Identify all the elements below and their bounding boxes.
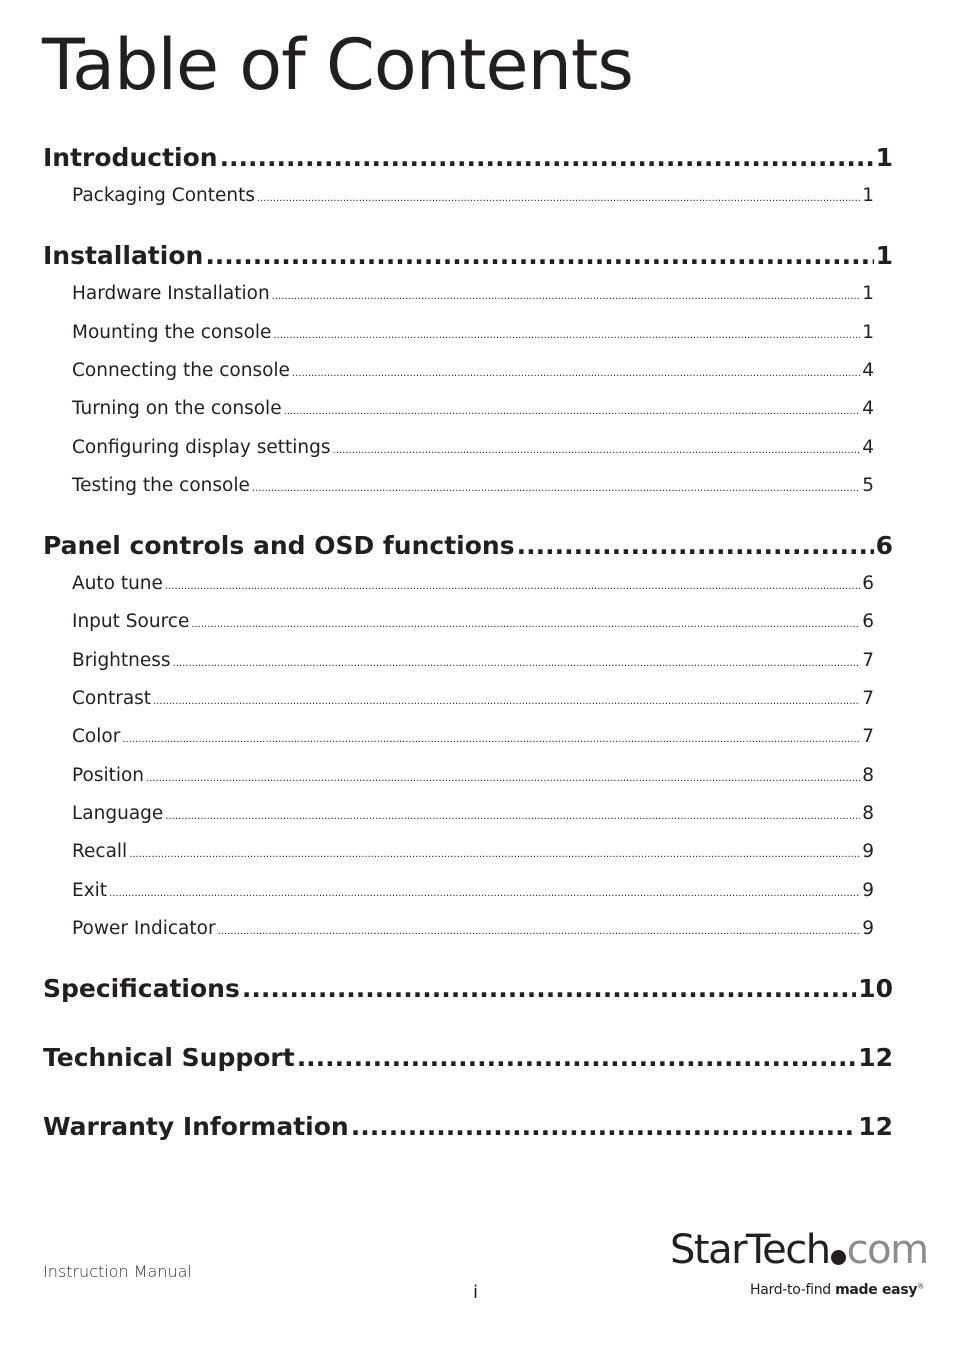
toc-page-number: 10 xyxy=(858,974,893,1004)
toc-label: Warranty Information xyxy=(43,1112,349,1142)
toc-page-number: 9 xyxy=(862,879,874,901)
toc-label: Brightness xyxy=(72,649,171,671)
toc-label: Color xyxy=(72,726,121,748)
toc-leader-dots xyxy=(165,581,860,592)
footer-document-type: Instruction Manual xyxy=(43,1262,192,1281)
toc-leader-dots xyxy=(252,483,860,494)
toc-page-number: 8 xyxy=(862,802,874,824)
toc-heading[interactable] xyxy=(43,143,893,172)
toc-subentry[interactable] xyxy=(43,611,874,632)
toc-page-number: 1 xyxy=(862,185,874,206)
toc-label: Mounting the console xyxy=(72,321,272,343)
toc-heading[interactable] xyxy=(43,531,893,560)
toc-leader-dots xyxy=(333,445,861,456)
toc-leader-dots xyxy=(165,811,860,822)
toc-leader-dots xyxy=(297,1043,857,1072)
toc-label: Hardware Installation xyxy=(72,283,270,305)
logo-dot-icon xyxy=(831,1250,846,1265)
toc-subentry[interactable] xyxy=(43,573,874,594)
footer-page-number: i xyxy=(473,1282,479,1303)
toc-page-number: 6 xyxy=(862,573,874,595)
toc-subentry[interactable] xyxy=(43,880,874,901)
toc-label: Input Source xyxy=(72,611,190,633)
toc-leader-dots xyxy=(205,241,873,270)
logo-wordmark xyxy=(670,1227,928,1273)
toc-leader-dots xyxy=(122,734,860,745)
toc-subentry[interactable] xyxy=(43,765,874,786)
toc-leader-dots xyxy=(153,696,860,707)
toc-label: Technical Support xyxy=(43,1043,295,1073)
toc-label: Language xyxy=(72,802,164,824)
toc-page-number: 4 xyxy=(862,359,874,381)
toc-page-number: 1 xyxy=(875,241,893,271)
toc-label: Recall xyxy=(72,841,128,863)
logo-tagline xyxy=(750,1282,924,1298)
toc-page-number: 5 xyxy=(862,474,874,496)
toc-leader-dots xyxy=(173,658,861,669)
toc-page-number: 4 xyxy=(862,398,874,420)
toc-label: Power Indicator xyxy=(72,917,216,939)
toc-label: Panel controls and OSD functions xyxy=(43,531,515,561)
toc-label: Installation xyxy=(43,241,204,271)
logo-brand: StarTech xyxy=(670,1227,830,1273)
toc-heading[interactable] xyxy=(43,1112,893,1141)
toc-subentry[interactable] xyxy=(43,360,874,381)
toc-page-number: 7 xyxy=(862,726,874,748)
toc-page-number: 9 xyxy=(862,917,874,939)
toc-page-number: 1 xyxy=(875,143,893,172)
toc-leader-dots xyxy=(218,926,861,937)
toc-label: Turning on the console xyxy=(72,398,282,420)
toc-leader-dots xyxy=(517,531,874,560)
toc-leader-dots xyxy=(257,193,860,204)
toc-label: Specifications xyxy=(43,974,240,1004)
toc-label: Exit xyxy=(72,879,108,901)
toc-page-number: 12 xyxy=(858,1043,893,1073)
toc-page-number: 6 xyxy=(875,531,893,561)
toc-page-number: 6 xyxy=(862,611,874,633)
toc-label: Position xyxy=(72,764,145,786)
toc-leader-dots xyxy=(191,619,860,630)
toc-page-number: 9 xyxy=(862,841,874,863)
logo-tagline-light: Hard-to-find xyxy=(750,1282,836,1298)
startech-logo xyxy=(670,1227,928,1302)
toc-page-number: 8 xyxy=(862,764,874,786)
toc-page-number: 1 xyxy=(862,283,874,305)
toc-subentry[interactable] xyxy=(43,398,874,419)
toc-label: Introduction xyxy=(43,143,218,172)
toc-leader-dots xyxy=(129,849,860,860)
toc-label: Testing the console xyxy=(72,474,250,496)
toc-leader-dots xyxy=(109,888,860,899)
toc-leader-dots xyxy=(273,330,860,341)
toc-leader-dots xyxy=(220,143,874,172)
toc-subentry[interactable] xyxy=(43,726,874,747)
toc-label: Configuring display settings xyxy=(72,436,331,458)
toc-heading[interactable] xyxy=(43,974,893,1003)
page-title: Table of Contents xyxy=(42,24,633,106)
toc-page-number: 7 xyxy=(862,649,874,671)
toc-leader-dots xyxy=(242,974,856,1003)
toc-leader-dots xyxy=(292,368,860,379)
toc-leader-dots xyxy=(351,1112,856,1141)
toc-heading[interactable] xyxy=(43,1043,893,1072)
toc-subentry[interactable] xyxy=(43,918,874,939)
toc-subentry[interactable] xyxy=(43,185,874,206)
toc-leader-dots xyxy=(284,406,861,417)
logo-suffix: com xyxy=(846,1227,928,1273)
logo-tagline-bold: made easy xyxy=(835,1282,918,1298)
toc-subentry[interactable] xyxy=(43,841,874,862)
toc-subentry[interactable] xyxy=(43,803,874,824)
toc-page-number: 1 xyxy=(862,321,874,343)
toc-page-number: 4 xyxy=(862,436,874,458)
toc-subentry[interactable] xyxy=(43,437,874,458)
toc-label: Packaging Contents xyxy=(72,185,256,206)
toc-subentry[interactable] xyxy=(43,688,874,709)
toc-leader-dots xyxy=(146,773,860,784)
toc-page-number: 7 xyxy=(862,688,874,709)
toc-subentry[interactable] xyxy=(43,283,874,304)
toc-subentry[interactable] xyxy=(43,650,874,671)
logo-trademark: ® xyxy=(917,1282,924,1291)
toc-label: Auto tune xyxy=(72,573,163,595)
toc-heading[interactable] xyxy=(43,241,893,270)
toc-subentry[interactable] xyxy=(43,475,874,496)
toc-label: Connecting the console xyxy=(72,359,290,381)
toc-label: Contrast xyxy=(72,688,152,709)
toc-leader-dots xyxy=(272,291,861,302)
toc-page-number: 12 xyxy=(858,1112,893,1142)
toc-subentry[interactable] xyxy=(43,322,874,343)
